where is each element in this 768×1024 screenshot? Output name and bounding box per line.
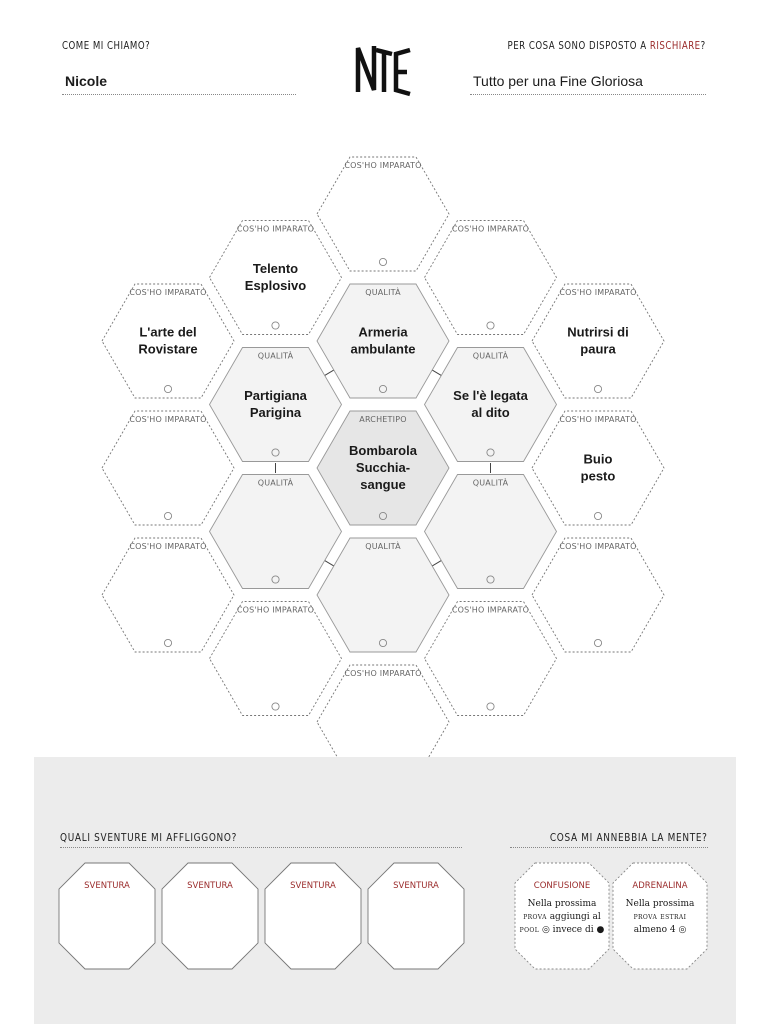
risk-label: PER COSA SONO DISPOSTO A RISCHIARE? [507, 40, 706, 52]
hex-label: COS'HO IMPARATO [451, 605, 530, 615]
misfortune-label: SVENTURA [393, 881, 439, 891]
hex-label: COS'HO IMPARATO [236, 224, 315, 234]
hex-text-line: Parigina [249, 405, 302, 420]
connector-tick [432, 370, 441, 375]
hex-outline [317, 538, 449, 652]
hex-cell-quality-top[interactable] [317, 284, 449, 398]
hex-text-line: Partigiana [244, 388, 307, 403]
misfortunes-title: QUALI SVENTURE MI AFFLIGGONO? [60, 832, 238, 844]
hex-label: COS'HO IMPARATO [559, 542, 637, 551]
hex-cell-learned-left-2[interactable] [102, 411, 234, 525]
hex-label: COS'HO IMPARATO [129, 288, 207, 297]
hex-label: QUALITÀ [257, 351, 294, 361]
hex-outline [210, 602, 342, 716]
misfortune-label: SVENTURA [84, 881, 130, 891]
misfortune-slot-2[interactable] [162, 863, 258, 969]
misfortune-label: SVENTURA [187, 881, 233, 891]
hex-text-line: Armeria [358, 324, 408, 340]
hex-outline [102, 538, 234, 652]
condition-adrenalina[interactable] [613, 863, 707, 969]
nte-logo [352, 40, 416, 98]
hex-cell-learned-lower-right[interactable] [425, 602, 557, 716]
hex-text-line: Nutrirsi di [567, 324, 629, 340]
hex-cell-learned-top[interactable] [317, 157, 449, 271]
hex-label: COS'HO IMPARATO [559, 288, 637, 297]
hex-cell-learned-lower-left[interactable] [210, 602, 342, 716]
hex-cell-quality-bottom[interactable] [317, 538, 449, 652]
condition-text-line: Nella prossima [527, 899, 597, 909]
hex-label: COS'HO IMPARATO [344, 161, 422, 170]
condition-text-line: almeno 4 ◎ [633, 925, 687, 935]
hex-cell-learned-right-1[interactable] [532, 284, 664, 398]
condition-label: ADRENALINA [632, 881, 688, 891]
hex-text-line: L'arte del [139, 324, 197, 340]
connector-tick [325, 561, 334, 566]
hex-text-line: Esplosivo [244, 278, 307, 293]
hex-text-line: ambulante [350, 341, 416, 357]
misfortune-slot-3[interactable] [265, 863, 361, 969]
hex-label: QUALITÀ [257, 478, 294, 488]
misfortune-outline [162, 863, 258, 969]
misfortune-condition-area [0, 855, 768, 985]
condition-text-line: prova estrai [633, 912, 687, 922]
risk-underline [470, 94, 706, 95]
misfortune-slot-4[interactable] [368, 863, 464, 969]
conditions-underline [510, 847, 708, 848]
hex-label: QUALITÀ [472, 478, 509, 488]
hex-cell-learned-upper-right[interactable] [425, 221, 557, 335]
condition-text-line: pool ◎ invece di ● [519, 925, 605, 935]
hex-cell-learned-right-3[interactable] [532, 538, 664, 652]
hex-text-line: paura [580, 341, 616, 357]
hex-outline [210, 475, 342, 589]
condition-text-line: prova aggiungi al [523, 912, 601, 922]
hex-text-line: Bombarola [349, 443, 417, 458]
conditions-title: COSA MI ANNEBBIA LA MENTE? [550, 832, 708, 844]
hex-cell-quality-lower-right[interactable] [425, 475, 557, 589]
misfortune-label: SVENTURA [290, 881, 336, 891]
hex-cell-archetype[interactable] [317, 411, 449, 525]
hex-cell-learned-right-2[interactable] [532, 411, 664, 525]
misfortune-slot-1[interactable] [59, 863, 155, 969]
hex-label: QUALITÀ [365, 288, 401, 297]
condition-text-line: Nella prossima [625, 899, 695, 909]
hex-label: ARCHETIPO [359, 415, 407, 424]
hex-text-line: Buio [583, 451, 613, 467]
hex-outline [532, 538, 664, 652]
hex-outline [425, 475, 557, 589]
hex-label: COS'HO IMPARATO [344, 669, 422, 678]
hex-outline [425, 221, 557, 335]
misfortune-outline [59, 863, 155, 969]
hex-outline [102, 411, 234, 525]
condition-label: CONFUSIONE [533, 881, 591, 891]
hex-text-line: Rovistare [138, 341, 198, 357]
hex-cell-learned-left-3[interactable] [102, 538, 234, 652]
hex-cell-learned-left-1[interactable] [102, 284, 234, 398]
hex-label: QUALITÀ [472, 351, 509, 361]
hex-text-line: Succhia- [355, 460, 411, 475]
hex-cell-quality-upper-right[interactable] [425, 348, 557, 462]
name-label: COME MI CHIAMO? [62, 40, 151, 52]
hex-label: COS'HO IMPARATO [129, 415, 207, 424]
hex-label: COS'HO IMPARATO [451, 224, 530, 234]
misfortune-outline [368, 863, 464, 969]
hex-cell-quality-lower-left[interactable] [210, 475, 342, 589]
hex-label: COS'HO IMPARATO [129, 542, 207, 551]
name-underline [62, 94, 296, 95]
hex-label: COS'HO IMPARATO [559, 415, 637, 424]
hex-cell-quality-upper-left[interactable] [210, 348, 342, 462]
hex-label: COS'HO IMPARATO [236, 605, 315, 615]
hex-label: QUALITÀ [365, 542, 401, 551]
hex-grid [0, 140, 768, 800]
name-field[interactable]: Nicole [65, 73, 108, 89]
condition-confusione[interactable] [515, 863, 609, 969]
hex-text-line: Se l'è legata [453, 388, 528, 403]
hex-text-line: pesto [580, 468, 616, 484]
hex-outline [425, 602, 557, 716]
connector-tick [325, 370, 334, 375]
hex-cell-learned-upper-left[interactable] [210, 221, 342, 335]
connector-tick [432, 561, 441, 566]
hex-text-line: Telento [252, 261, 299, 276]
misfortunes-underline [60, 847, 462, 848]
hex-text-line: al dito [471, 405, 510, 420]
misfortune-outline [265, 863, 361, 969]
hex-outline [317, 157, 449, 271]
hex-text-line: sangue [360, 477, 406, 492]
risk-field[interactable]: Tutto per una Fine Gloriosa [473, 73, 643, 89]
